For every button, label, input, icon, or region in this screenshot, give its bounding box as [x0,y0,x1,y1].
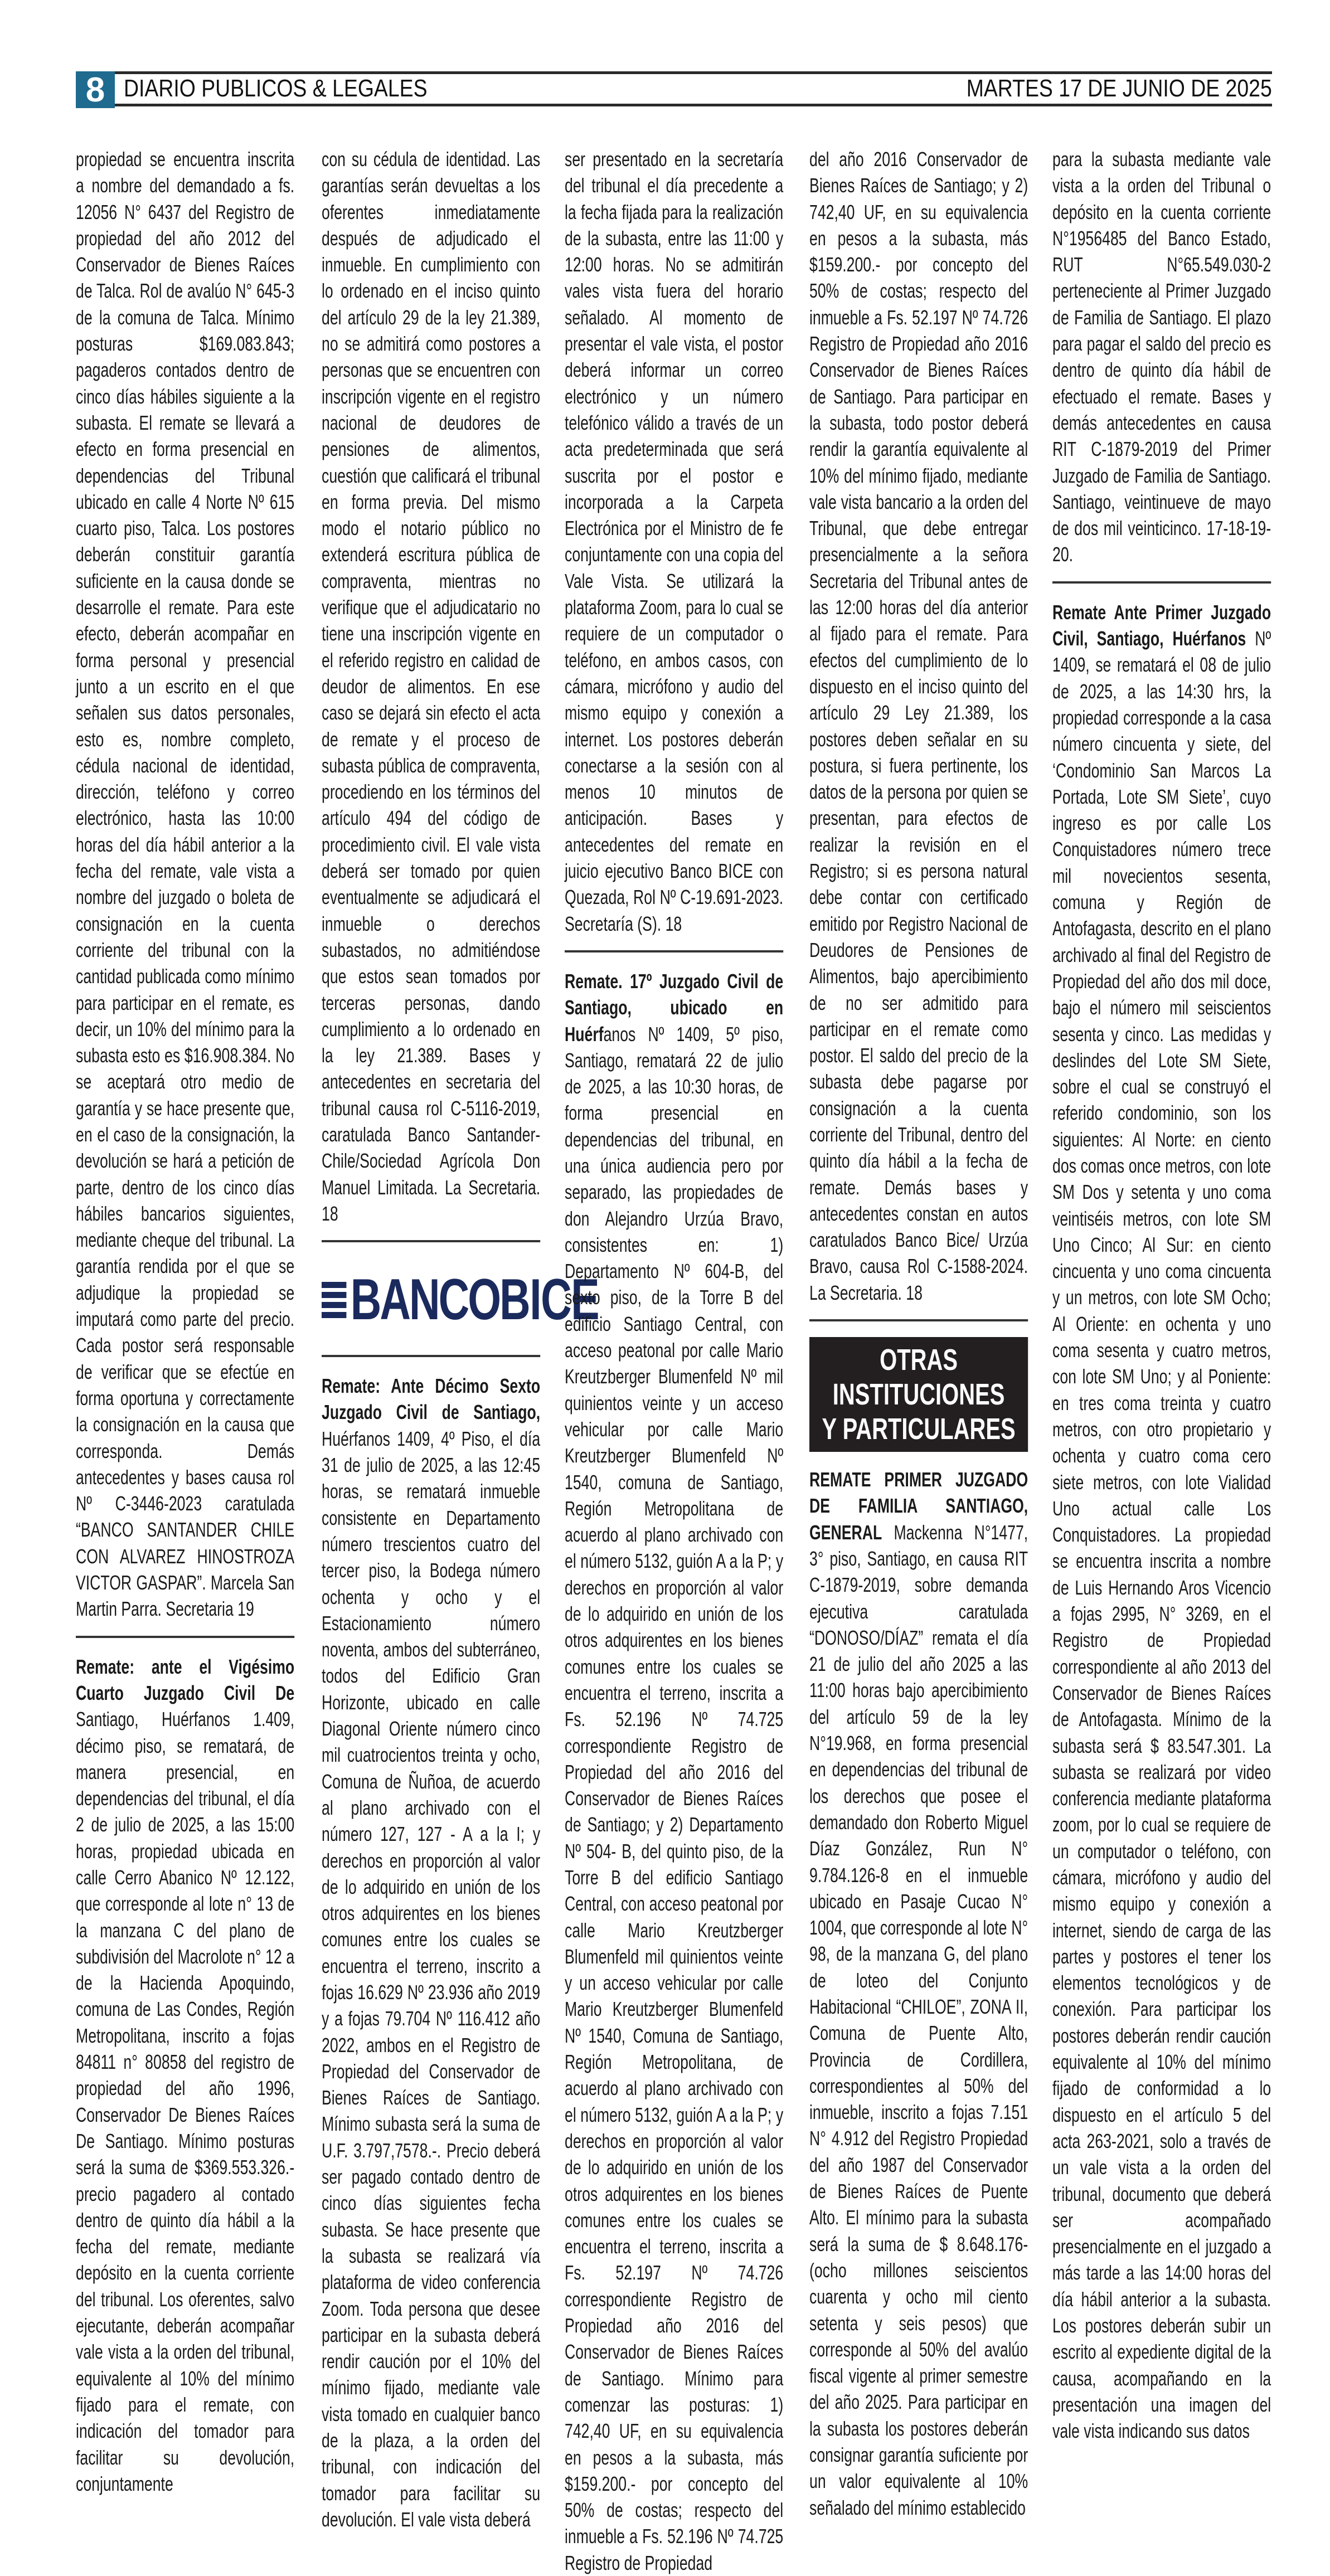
page-number: 8 [76,71,115,108]
header-top-rule [76,71,1272,74]
section-title: DIARIO PUBLICOS & LEGALES [124,75,428,102]
notice-text: Mackenna N°1477, 3° piso, Santiago, en causa RIT C-1879-2019, sobre demanda ejecutiva caratulada “DONOSO/DÍAZ” remata el día 21 de julio del año 2025 a las 11:00 horas bajo apercibimiento del artículo 59 de la ley N°19.968, en forma presencial en dependencias del tribunal de los derechos que posee el demandado don Roberto Miguel Díaz González, Run N° 9.784.126-8 en el inmueble ubicado en Pasaje Cucao N° 1004, que corresponde al lote N° 98, de la manzana G, del plano de loteo del Conjunto Habitacional “CHILOE”, ZONA II, Comuna de Puente Alto, Provincia de Cordillera, correspondientes al 50% del inmueble, inscrito a fojas 7.151 N° 4.912 del Registro Propiedad del año 1987 del Conservador de Bienes Raíces de Puente Alto. El mínimo para la subasta será la suma de $ 8.648.176- (ocho millones seiscientos cuarenta y ocho mil ciento setenta y seis pesos) que corresponde al 50% del avalúo fiscal vigente al primer semestre del año 2025. Para participar en la subasta los postores deberán consignar garantía suficiente por un valor equivalente al 10% señalado del mínimo establecido [809,1520,1028,2519]
notice-text: Huérfanos 1409, 4º Piso, el día 31 de julio de 2025, a las 12:45 horas, se rematará inmueble consistente en Departamento número trescientos cuatro del tercer piso, la Bodega número ochenta y ocho y el Estacionamiento número noventa, ambos del subterráneo, todos del Edificio Gran Horizonte, ubicado en calle Diagonal Oriente número cinco mil cuatrocientos treinta y ocho, Comuna de Ñuñoa, de acuerdo al plano archivado con el número 127, 127 - A a la I; y derechos en proporción al valor de lo adquirido en unión de los otros adquirentes en los bienes comunes entre los cuales se encuentra el terreno, inscrito a fojas 16.629 Nº 23.936 año 2019 y a fojas 79.704 Nº 116.412 año 2022, ambos en el Registro de Propiedad del Conservador de Bienes Raíces de Santiago. Mínimo subasta será la suma de U.F. 3.797,7578.-. Precio deberá ser pagado contado dentro de cinco días siguientes fecha subasta. Se hace presente que la subasta se realizará vía plataforma de video conferencia Zoom. Toda persona que desee participar en la subasta deberá rendir caución por el 10% del mínimo fijado, mediante vale vista tomado en cualquier banco de la plaza, a la orden del tribunal, con indicación del tomador para facilitar su devolución. El vale vista deberá [322,1427,541,2531]
column-1 [76,146,294,2497]
notice-heading: REMATE PRIMER JUZGADO DE FAMILIA SANTIAGO, GENERAL [809,1468,1028,1544]
section-banner [809,1337,1028,1452]
divider [76,1636,294,1638]
notice [565,968,783,2576]
logo-bars-icon [322,1282,346,1318]
divider [1052,581,1271,584]
logo-text-banco: BANCO [350,1267,500,1332]
banco-bice-logo [322,1258,599,1342]
notice-heading: Remate: Ante Décimo Sexto Juzgado Civil de Santiago, [322,1374,541,1424]
notice [809,1466,1028,2521]
banner-line-2: Y PARTICULARES [822,1412,1016,1446]
notice [322,1373,540,2533]
banner-line-1: OTRAS INSTITUCIONES [832,1343,1005,1412]
notice-text: Santiago, Huérfanos 1.409, décimo piso, se rematará, de manera presencial, en dependencias del tribunal, el día 2 de julio de 2025, a las 15:00 horas, propiedad ubicada en calle Cerro Abanico Nº 12.122, que corresponde al lote n° 13 de la manzana C del plano de subdivisión del Macrolote n° 12 a de la Hacienda Apoquindo, comuna de Las Condes, Región Metropolitana, inscrito a fojas 84811 n° 80858 del registro de propiedad del año 1996, Conservador De Bienes Raíces De Santiago. Mínimo posturas será la suma de $369.553.326.- precio pagadero al contado dentro de quinto día hábil a la fecha del remate, mediante depósito en la cuenta corriente del tribunal. Los oferentes, salvo ejecutante, deberán acompañar vale vista a la orden del tribunal, equivalente al 10% del mínimo fijado para el remate, con indicación del tomador para facilitar su devolución, conjuntamente [76,1708,295,2495]
header-bottom-rule [76,104,1272,106]
divider [322,1355,540,1357]
notice-text: para la subasta mediante vale vista a la orden del Tribunal o depósito en la cuenta corriente N°1956485 del Banco Estado, RUT N°65.549.030-2 perteneciente al Primer Juzgado de Familia de Santiago. El plazo para pagar el saldo del precio es dentro de quinto día hábil de efectuado el remate. Bases y demás antecedentes en causa RIT C-1879-2019 del Primer Juzgado de Familia de Santiago. Santiago, veintinueve de mayo de dos mil veinticinco. 17-18-19-20. [1052,148,1271,566]
notice-text: con su cédula de identidad. Las garantías serán devueltas a los oferentes inmediatamente después de adjudicado el inmueble. En cumplimiento con lo ordenado en el inciso quinto del artículo 29 de la ley 21.389, no se admitirá como postores a personas que se encuentren con inscripción vigente en el registro nacional de deudores de pensiones de alimentos, cuestión que calificará el tribunal en forma previa. Del mismo modo el notario público no extenderá escritura pública de compraventa, mientras no verifique que el adjudicatario no tiene una inscripción vigente en el referido registro en calidad de deudor de alimentos. En ese caso se dejará sin efecto el acta de remate y el proceso de subasta pública de compraventa, procediendo en los términos del artículo 494 del código de procedimiento civil. El vale vista deberá ser tomado por quien eventualmente se adjudicará el inmueble o derechos subastados, no admitiéndose que estos sean tomados por terceras personas, dando cumplimiento a lo ordenado en la ley 21.389. Bases y antecedentes en secretaria del tribunal causa rol C-5116-2019, caratulada Banco Santander- Chile/Sociedad Agrícola Don Manuel Limitada. La Secretaria. 18 [322,148,541,1225]
issue-date: MARTES 17 DE JUNIO DE 2025 [966,75,1272,102]
column-3 [565,146,783,2576]
notice-heading: Remate. 17º Juzgado Civil de Santiago, ubicado en Huérf [565,969,784,1046]
divider [809,1319,1028,1321]
divider [322,1240,540,1242]
column-2 [322,146,599,2533]
notice-text: propiedad se encuentra inscrita a nombre del demandado a fs. 12056 N° 6437 del Registro de propiedad del año 2012 del Conservador de Bienes Raíces de Talca. Rol de avalúo N° 645-3 de la comuna de Talca. Mínimo posturas $169.083.843; pagaderos contados dentro de cinco días hábiles siguiente a la subasta. El remate se llevará a efecto en forma presencial en dependencias del Tribunal ubicado en calle 4 Norte Nº 615 cuarto piso, Talca. Los postores deberán constituir garantía suficiente en la causa donde se desarrolle el remate. Para este efecto, deberán acompañar en forma personal y presencial junto a un escrito en el que señalen sus datos personales, esto es, nombre completo, cédula nacional de identidad, dirección, teléfono y correo electrónico, hasta las 10:00 horas del día hábil anterior a la fecha del remate, vale vista a nombre del juzgado o boleta de consignación en la cuenta corriente del tribunal con la cantidad publicada como mínimo para participar en el remate, es decir, un 10% del mínimo para la subasta esto es $16.908.384. No se aceptará otro medio de garantía y se hace presente que, en el caso de la consignación, la devolución se hará a petición de parte, dentro de los cinco días hábiles bancarios siguientes, mediante cheque del tribunal. La garantía rendida por el que se adjudique la propiedad se imputará como parte del precio. Cada postor será responsable de verificar que se efectúe en forma oportuna y correctamente la consignación en la causa que corresponda. Demás antecedentes y bases causa rol Nº C-3446-2023 caratulada “BANCO SANTANDER CHILE CON ALVAREZ HINOSTROZA VICTOR GASPAR”. Marcela San Martin Parra. Secretaria 19 [76,148,295,1621]
notice-text: del año 2016 Conservador de Bienes Raíces de Santiago; y 2) 742,40 UF, en su equivalencia en pesos a la subasta, más $159.200.- por concepto del 50% de costas; respecto del inmueble a Fs. 52.197 Nº 74.726 Registro de Propiedad año 2016 Conservador de Bienes Raíces de Santiago. Para participar en la subasta, todo postor deberá rendir la garantía equivalente al 10% del mínimo fijado, mediante vale vista bancario a la orden del Tribunal, que debe entregar presencialmente a la señora Secretaria del Tribunal antes de las 12:00 horas del día anterior al fijado para el remate. Para efectos del cumplimiento de lo dispuesto en el inciso quinto del artículo 29 Ley 21.389, los postores deben señalar en su postura, si fuera pertinente, los datos de la persona por quien se presentan, para efectos de realizar la revisión en el Registro; si es persona natural debe contar con certificado emitido por Registro Nacional de Deudores de Pensiones de Alimentos, bajo apercibimiento de no ser admitido para participar en el remate como postor. El saldo del precio de la subasta debe pagarse por consignación a la cuenta corriente del Tribunal, dentro del quinto día hábil a la fecha de remate. Demás bases y antecedentes constan en autos caratulados Banco Bice/ Urzúa Bravo, causa Rol C-1588-2024. La Secretaria. 18 [809,148,1028,1304]
column-5 [1052,146,1271,2444]
notice-heading: Remate: ante el Vigésimo Cuarto Juzgado Civil De [76,1655,295,1704]
column-4 [809,146,1028,2521]
logo-text-bice: BICE [499,1267,599,1332]
notice-text: Nº 1409, se rematará el 08 de julio de 2025, a las 14:30 hrs, la propiedad corresponde a la casa número cincuenta y siete, del ‘Condominio San Marcos La Portada, Lote SM Siete’, cuyo ingreso es por calle Los Conquistadores número trece mil novecientos sesenta, comuna y Región de Antofagasta, descrito en el plano archivado al final del Registro de Propiedad del año dos mil doce, bajo el número mil seiscientos sesenta y cinco. Las medidas y deslindes del Lote SM Siete, sobre el cual se construyó el referido condominio, son los siguientes: Al Norte: en ciento dos comas once metros, con lote SM Dos y setenta y uno coma veintiséis metros, con lote SM Uno Cinco; Al Sur: en ciento cincuenta y uno coma cincuenta y un metros, con lote SM Ocho; Al Oriente: en ochenta y uno coma sesenta y cuatro metros, con lote SM Uno; y al Poniente: en tres coma treinta y cuatro metros, con otro propietario y ochenta y cuatro coma cero siete metros, con lote Vialidad Uno actual calle Los Conquistadores. La propiedad se encuentra inscrita a nombre de Luis Hernando Aros Vicencio a fojas 2995, N° 3269, en el Registro de Propiedad correspondiente al año 2013 del Conservador de Bienes Raíces de Antofagasta. Mínimo de la subasta será $ 83.547.301. La subasta se realizará por video conferencia mediante plataforma zoom, por lo cual se requiere de un computador o teléfono, con cámara, micrófono y audio del mismo equipo y conexión a internet, siendo de carga de las partes y postores el tener los elementos tecnológicos y de conexión. Para participar los postores deberán rendir caución equivalente al 10% del mínimo fijado de conformidad a lo dispuesto en el artículo 5 del acta 263-2021, solo a través de un vale vista a la orden del tribunal, documento que deberá ser acompañado presencialmente en el juzgado a más tarde a las 14:00 horas del día hábil anterior a la subasta. Los postores deberán subir un escrito al expediente digital de la causa, acompañando en la presentación una imagen del vale vista indicando sus datos [1052,627,1271,2443]
notice [76,1654,294,2497]
divider [565,950,783,952]
notice-text: anos Nº 1409, 5º piso, Santiago, rematará 22 de julio de 2025, a las 10:30 horas, de forma presencial en dependencias del tribunal, en una única audiencia pero por separado, las propiedades de don Alejandro Urzúa Bravo, consistentes en: 1) Departamento Nº 604-B, del sexto piso, de la Torre B del edificio Santiago Central, con acceso peatonal por calle Mario Kreutzberger Blumenfeld Nº mil quinientos veinte y un acceso vehicular por calle Mario Kreutzberger Blumenfeld Nº 1540, comuna de Santiago, Región Metropolitana de acuerdo al plano archivado con el número 5132, guión A a la P; y derechos en proporción al valor de lo adquirido en unión de los otros adquirentes en los bienes comunes entre los cuales se encuentra el terreno, inscrita a Fs. 52.196 Nº 74.725 correspondiente Registro de Propiedad del año 2016 del Conservador de Bienes Raíces de Santiago; y 2) Departamento Nº 504- B, del quinto piso, de la Torre B del edificio Santiago Central, con acceso peatonal por calle Mario Kreutzberger Blumenfeld mil quinientos veinte y un acceso vehicular por calle Mario Kreutzberger Blumenfeld Nº 1540, Comuna de Santiago, Región Metropolitana, de acuerdo al plano archivado con el número 5132, guión A a la P; y derechos en proporción al valor de lo adquirido en unión de los otros adquirentes en los bienes comunes entre los cuales se encuentra el terreno, inscrita a Fs. 52.197 Nº 74.726 correspondiente Registro de Propiedad año 2016 del Conservador de Bienes Raíces de Santiago. Mínimo para comenzar las posturas: 1) 742,40 UF, en su equivalencia en pesos a la subasta, más $159.200.- por concepto del 50% de costas; respecto del inmueble a Fs. 52.196 Nº 74.725 Registro de Propiedad [565,1022,784,2574]
notice-heading: Remate Ante Primer Juzgado Civil, Santiago, Huérfanos [1052,600,1271,650]
notice [1052,599,1271,2444]
notice-text: ser presentado en la secretaría del tribunal el día precedente a la fecha fijada para la realización de la subasta, entre las 11:00 y 12:00 horas. No se admitirán vales vista fuera del horario señalado. Al momento de presentar el vale vista, el postor deberá informar un correo electrónico y un número telefónico válido a través de un acta predeterminada que será suscrita por el postor e incorporada a la Carpeta Electrónica por el Ministro de fe conjuntamente con una copia del Vale Vista. Se utilizará la plataforma Zoom, para lo cual se requiere de un computador o teléfono, en ambos casos, con cámara, micrófono y audio del mismo equipo y conexión a internet. Los postores deberán conectarse a la sesión con al menos 10 minutos de anticipación. Bases y antecedentes del remate en juicio ejecutivo Banco BICE con Quezada, Rol Nº C-19.691-2023. Secretaría (S). 18 [565,148,784,935]
